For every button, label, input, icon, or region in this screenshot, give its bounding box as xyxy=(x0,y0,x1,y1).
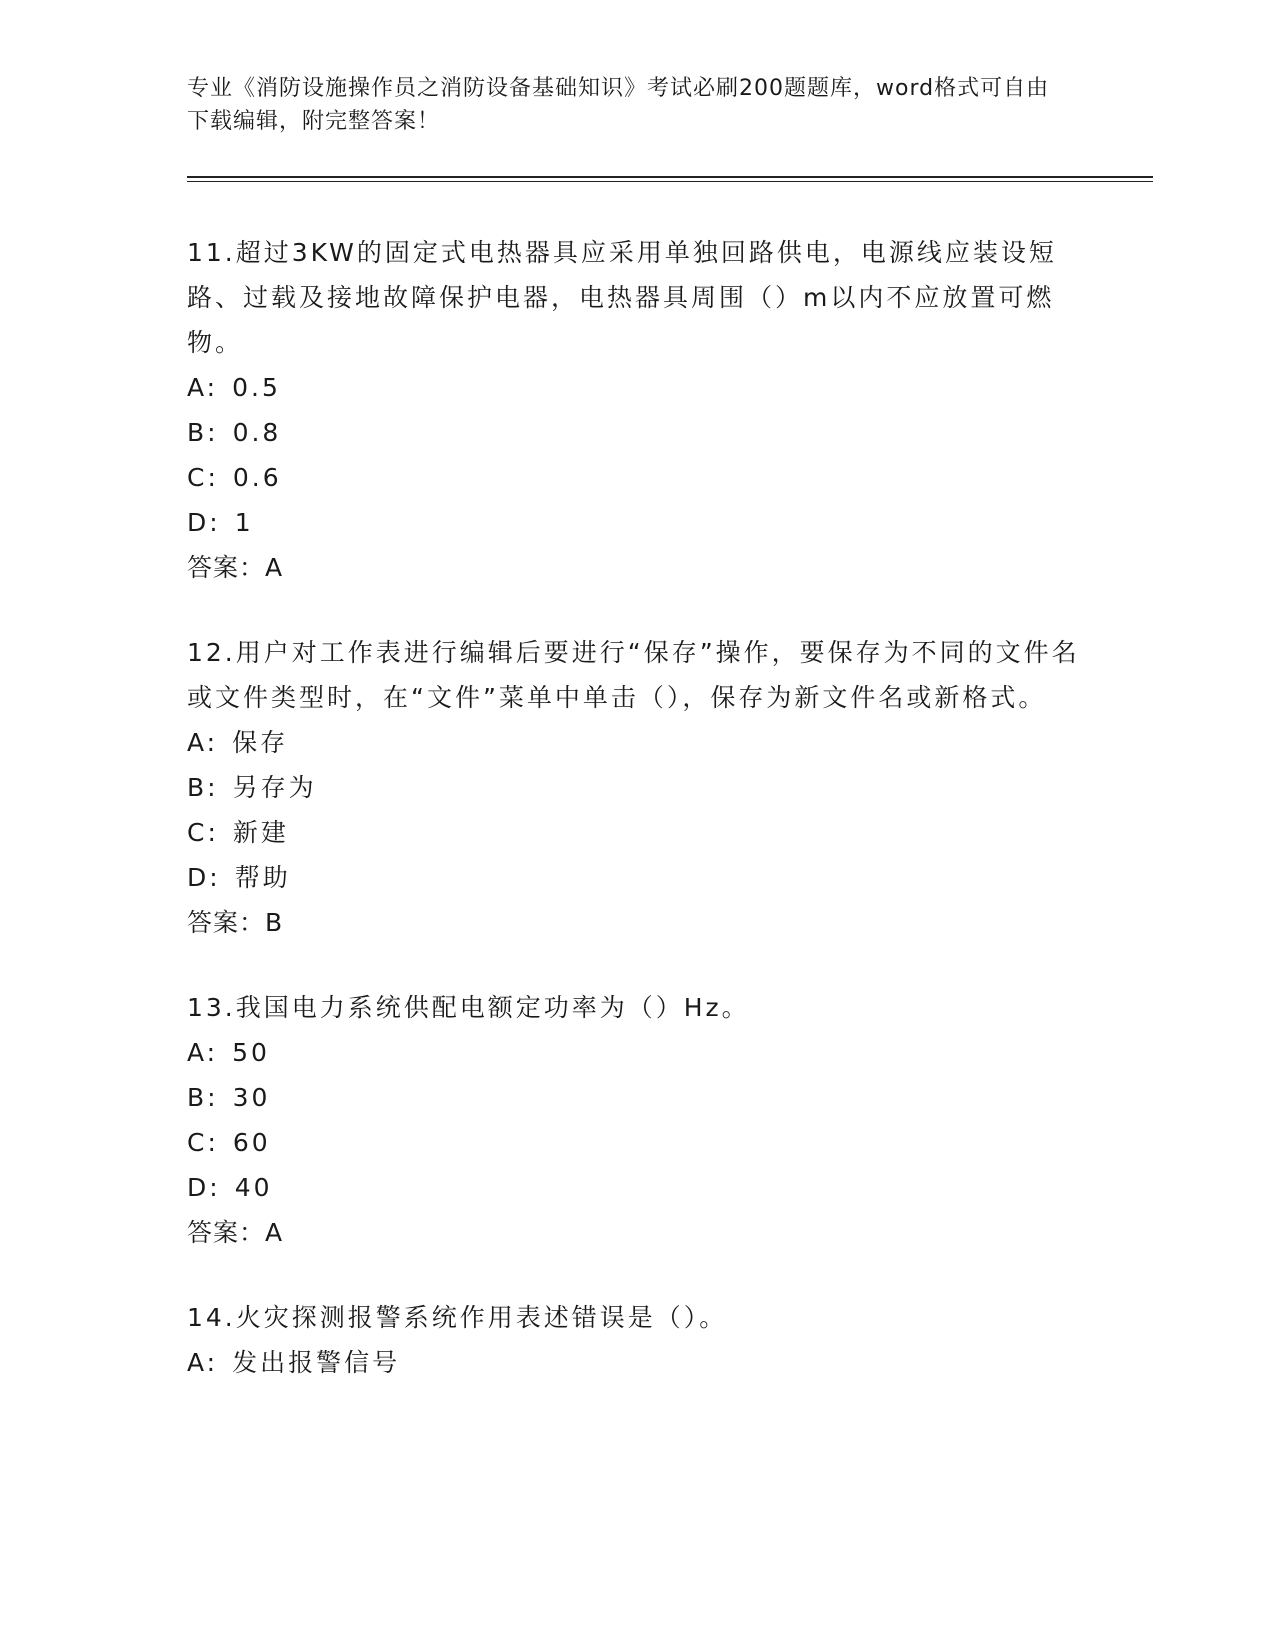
option-value: 0.5 xyxy=(232,373,281,402)
option-a xyxy=(187,1030,1087,1075)
document-header xyxy=(187,72,1067,138)
option-b xyxy=(187,1075,1087,1120)
header-title: 专业《消防设施操作员之消防设备基础知识》考试必刷200题题库，word格式可自由下载编辑，附完整答案！ xyxy=(187,76,1050,134)
option-key: C: xyxy=(187,463,219,492)
question-12 xyxy=(187,630,1087,945)
question-13 xyxy=(187,985,1087,1255)
header-rule-thick xyxy=(187,176,1153,178)
option-c xyxy=(187,810,1087,855)
option-value: 0.6 xyxy=(232,463,282,492)
option-d xyxy=(187,855,1087,900)
option-a xyxy=(187,1340,1087,1385)
option-key: C: xyxy=(187,1128,219,1157)
option-b xyxy=(187,410,1087,455)
answer-line: 答案：A xyxy=(187,553,284,582)
option-value: 30 xyxy=(232,1083,271,1112)
option-key: D: xyxy=(187,1173,221,1202)
option-d xyxy=(187,500,1087,545)
option-a xyxy=(187,365,1087,410)
option-value: 发出报警信号 xyxy=(232,1348,401,1377)
question-text: 11.超过3KW的固定式电热器具应采用单独回路供电，电源线应装设短路、过载及接地故障保护电器，电热器具周围（）m以内不应放置可燃物。 xyxy=(187,238,1057,357)
option-c xyxy=(187,455,1087,500)
option-value: 新建 xyxy=(232,818,289,847)
question-text: 13.我国电力系统供配电额定功率为（）Hz。 xyxy=(187,993,750,1022)
option-c xyxy=(187,1120,1087,1165)
option-b xyxy=(187,765,1087,810)
answer-line: 答案：A xyxy=(187,1218,284,1247)
option-value: 50 xyxy=(232,1038,270,1067)
option-key: D: xyxy=(187,508,221,537)
option-key: B: xyxy=(187,1083,219,1112)
option-value: 40 xyxy=(234,1173,273,1202)
option-d xyxy=(187,1165,1087,1210)
option-value: 帮助 xyxy=(234,863,291,892)
option-key: C: xyxy=(187,818,219,847)
option-value: 另存为 xyxy=(232,773,317,802)
option-key: A: xyxy=(187,373,219,402)
question-list xyxy=(187,230,1087,1425)
question-text: 14.火灾探测报警系统作用表述错误是（）。 xyxy=(187,1303,728,1332)
question-14 xyxy=(187,1295,1087,1385)
option-a xyxy=(187,720,1087,765)
option-key: A: xyxy=(187,728,219,757)
option-value: 保存 xyxy=(232,728,289,757)
option-key: B: xyxy=(187,418,219,447)
option-value: 60 xyxy=(232,1128,271,1157)
header-rule-thin xyxy=(187,181,1153,182)
question-11 xyxy=(187,230,1087,590)
option-key: B: xyxy=(187,773,219,802)
option-key: D: xyxy=(187,863,221,892)
option-key: A: xyxy=(187,1348,219,1377)
question-text: 12.用户对工作表进行编辑后要进行“保存”操作，要保存为不同的文件名或文件类型时，在“文件”菜单中单击（），保存为新文件名或新格式。 xyxy=(187,638,1080,712)
option-value: 1 xyxy=(234,508,254,537)
option-key: A: xyxy=(187,1038,219,1067)
option-value: 0.8 xyxy=(232,418,282,447)
answer-line: 答案：B xyxy=(187,908,284,937)
